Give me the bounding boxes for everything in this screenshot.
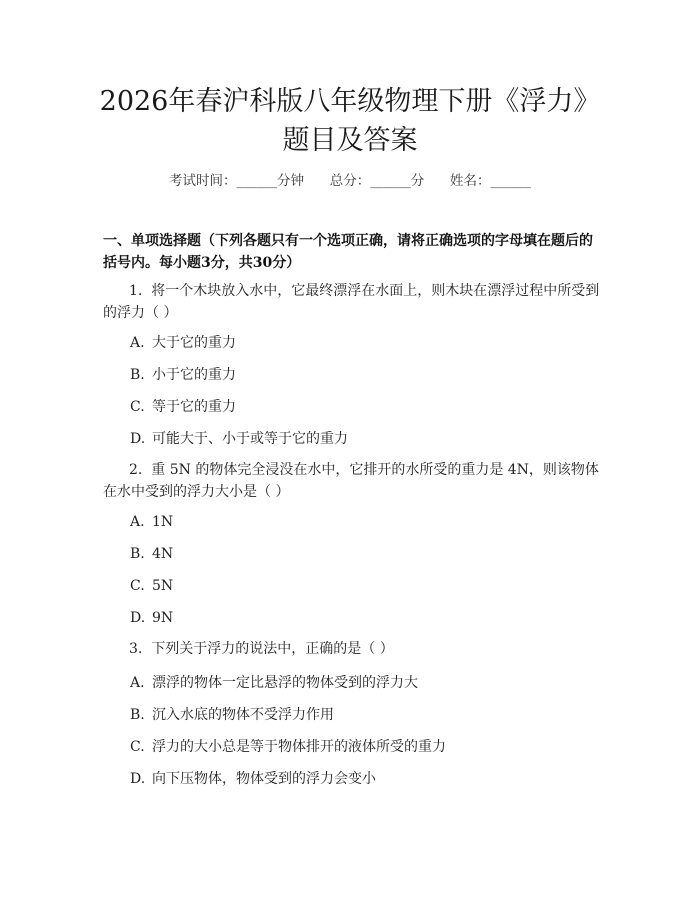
question-1	[103, 280, 603, 324]
option-text: 5N	[152, 578, 174, 594]
option-label: D.	[130, 610, 146, 626]
option-label: A.	[130, 675, 145, 691]
question-number: 1.	[129, 283, 143, 299]
exam-info-line: 考试时间：______分钟 总分：______分 姓名：______	[169, 173, 531, 189]
option-label: B.	[130, 707, 145, 723]
option-text: 大于它的重力	[152, 335, 236, 351]
option-label: A.	[130, 335, 145, 351]
option-2b	[130, 543, 173, 565]
option-3a	[130, 672, 418, 694]
document-title: 2026年春沪科版八年级物理下册《浮力》题目及答案	[99, 86, 601, 156]
question-number: 3.	[129, 641, 143, 657]
option-text: 漂浮的物体一定比悬浮的物体受到的浮力大	[152, 675, 418, 691]
option-text: 沉入水底的物体不受浮力作用	[152, 707, 334, 723]
option-label: C.	[130, 739, 145, 755]
option-text: 9N	[152, 610, 174, 626]
option-1c	[130, 396, 236, 418]
option-2c	[130, 575, 173, 597]
option-label: C.	[130, 578, 145, 594]
option-2a	[130, 511, 173, 533]
question-2	[103, 459, 603, 503]
option-label: C.	[130, 399, 145, 415]
option-1a	[130, 332, 236, 354]
option-3d	[130, 768, 376, 790]
option-text: 向下压物体，物体受到的浮力会变小	[152, 771, 376, 787]
option-label: A.	[130, 514, 145, 530]
question-text: 将一个木块放入水中，它最终漂浮在水面上，则木块在漂浮过程中所受到的浮力（ ）	[103, 283, 600, 321]
section-heading: 一、单项选择题（下列各题只有一个选项正确，请将正确选项的字母填在题后的括号内。每小题3分，共30分）	[103, 233, 593, 271]
option-text: 小于它的重力	[152, 367, 236, 383]
option-text: 浮力的大小总是等于物体排开的液体所受的重力	[152, 739, 446, 755]
option-label: D.	[130, 771, 146, 787]
option-label: D.	[130, 431, 146, 447]
option-text: 4N	[152, 546, 174, 562]
question-text: 下列关于浮力的说法中，正确的是（ ）	[151, 641, 394, 657]
option-text: 1N	[152, 514, 174, 530]
question-3	[103, 638, 603, 660]
option-text: 等于它的重力	[152, 399, 236, 415]
question-number: 2.	[129, 462, 143, 478]
option-1d	[130, 428, 348, 450]
option-3b	[130, 704, 334, 726]
option-text: 可能大于、小于或等于它的重力	[152, 431, 348, 447]
option-1b	[130, 364, 236, 386]
option-3c	[130, 736, 446, 758]
option-2d	[130, 607, 173, 629]
option-label: B.	[130, 546, 145, 562]
question-text: 重 5N 的物体完全浸没在水中，它排开的水所受的重力是 4N，则该物体在水中受到的浮力大小是（ ）	[103, 462, 599, 500]
option-label: B.	[130, 367, 145, 383]
